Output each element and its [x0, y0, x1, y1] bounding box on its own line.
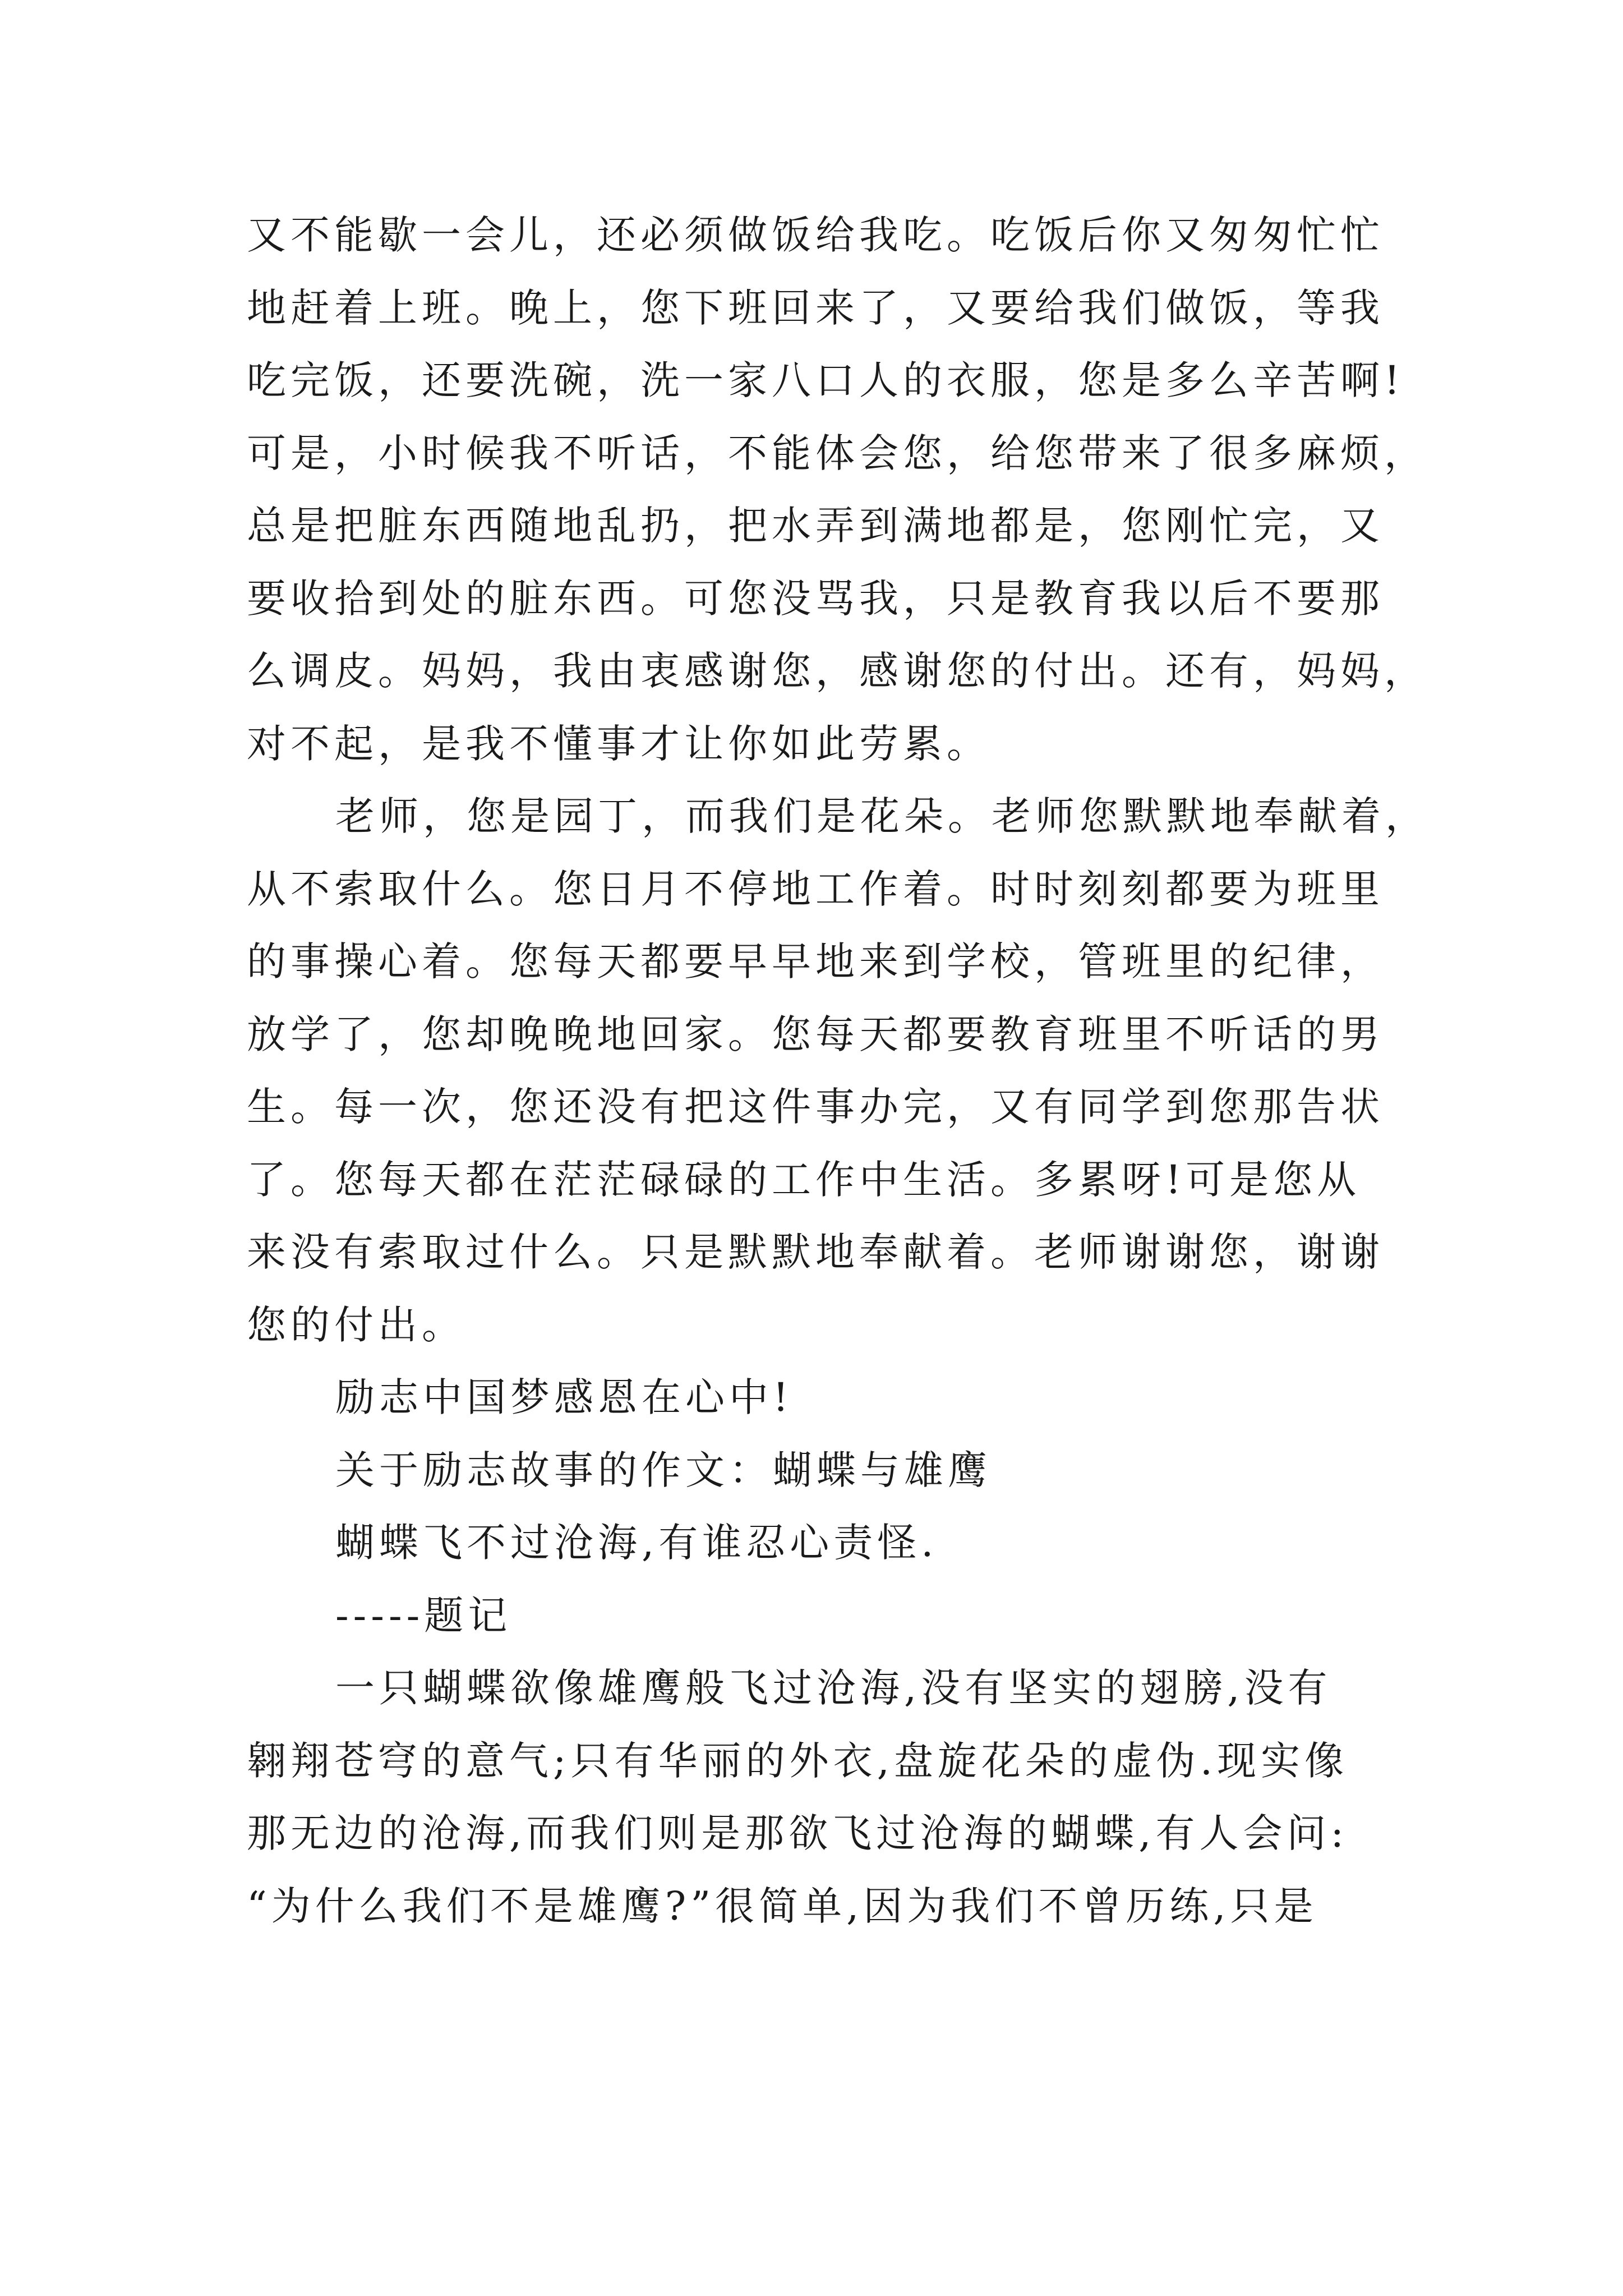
text-line: 可是，小时候我不听话，不能体会您，给您带来了很多麻烦， — [247, 430, 1428, 476]
text-line: 翱翔苍穹的意气;只有华丽的外衣,盘旋花朵的虚伪.现实像 — [247, 1737, 1349, 1784]
paragraph-start-line: 一只蝴蝶欲像雄鹰般飞过沧海,没有坚实的翅膀,没有 — [335, 1665, 1332, 1711]
text-line: 地赶着上班。晚上，您下班回来了，又要给我们做饭，等我 — [247, 284, 1384, 331]
text-line: 总是把脏东西随地乱扔，把水弄到满地都是，您刚忙完，又 — [247, 503, 1384, 549]
text-line: 来没有索取过什么。只是默默地奉献着。老师谢谢您，谢谢 — [247, 1229, 1384, 1275]
text-line: 您的付出。 — [247, 1301, 465, 1348]
text-line: 又不能歇一会儿，还必须做饭给我吃。吃饭后你又匆匆忙忙 — [247, 212, 1384, 258]
paragraph-start-line: 老师，您是园丁，而我们是花朵。老师您默默地奉献着， — [335, 793, 1429, 839]
document-body — [247, 199, 1429, 1943]
text-line: 吃完饭，还要洗碗，洗一家八口人的衣服，您是多么辛苦啊! — [247, 357, 1405, 403]
text-line: 对不起，是我不懂事才让你如此劳累。 — [247, 720, 990, 767]
text-line: “为什么我们不是雄鹰?”很简单,因为我们不曾历练,只是 — [247, 1883, 1318, 1929]
text-line: 那无边的沧海,而我们则是那欲飞过沧海的蝴蝶,有人会问: — [247, 1810, 1349, 1856]
epigraph-line: 蝴蝶飞不过沧海,有谁忍心责怪. — [335, 1520, 938, 1566]
essay-title: 关于励志故事的作文：蝴蝶与雄鹰 — [335, 1447, 992, 1493]
text-line: 生。每一次，您还没有把这件事办完，又有同学到您那告状 — [247, 1084, 1384, 1130]
text-line: 的事操心着。您每天都要早早地来到学校，管班里的纪律， — [247, 938, 1384, 984]
text-line: 了。您每天都在茫茫碌碌的工作中生活。多累呀!可是您从 — [247, 1156, 1361, 1203]
text-line: 从不索取什么。您日月不停地工作着。时时刻刻都要为班里 — [247, 866, 1384, 912]
epigraph-attribution: -----题记 — [335, 1592, 512, 1639]
slogan-line: 励志中国梦感恩在心中! — [335, 1374, 794, 1420]
text-line: 放学了，您却晚晚地回家。您每天都要教育班里不听话的男 — [247, 1011, 1384, 1057]
text-line: 要收拾到处的脏东西。可您没骂我，只是教育我以后不要那 — [247, 575, 1384, 622]
text-line: 么调皮。妈妈，我由衷感谢您，感谢您的付出。还有，妈妈， — [247, 648, 1428, 694]
